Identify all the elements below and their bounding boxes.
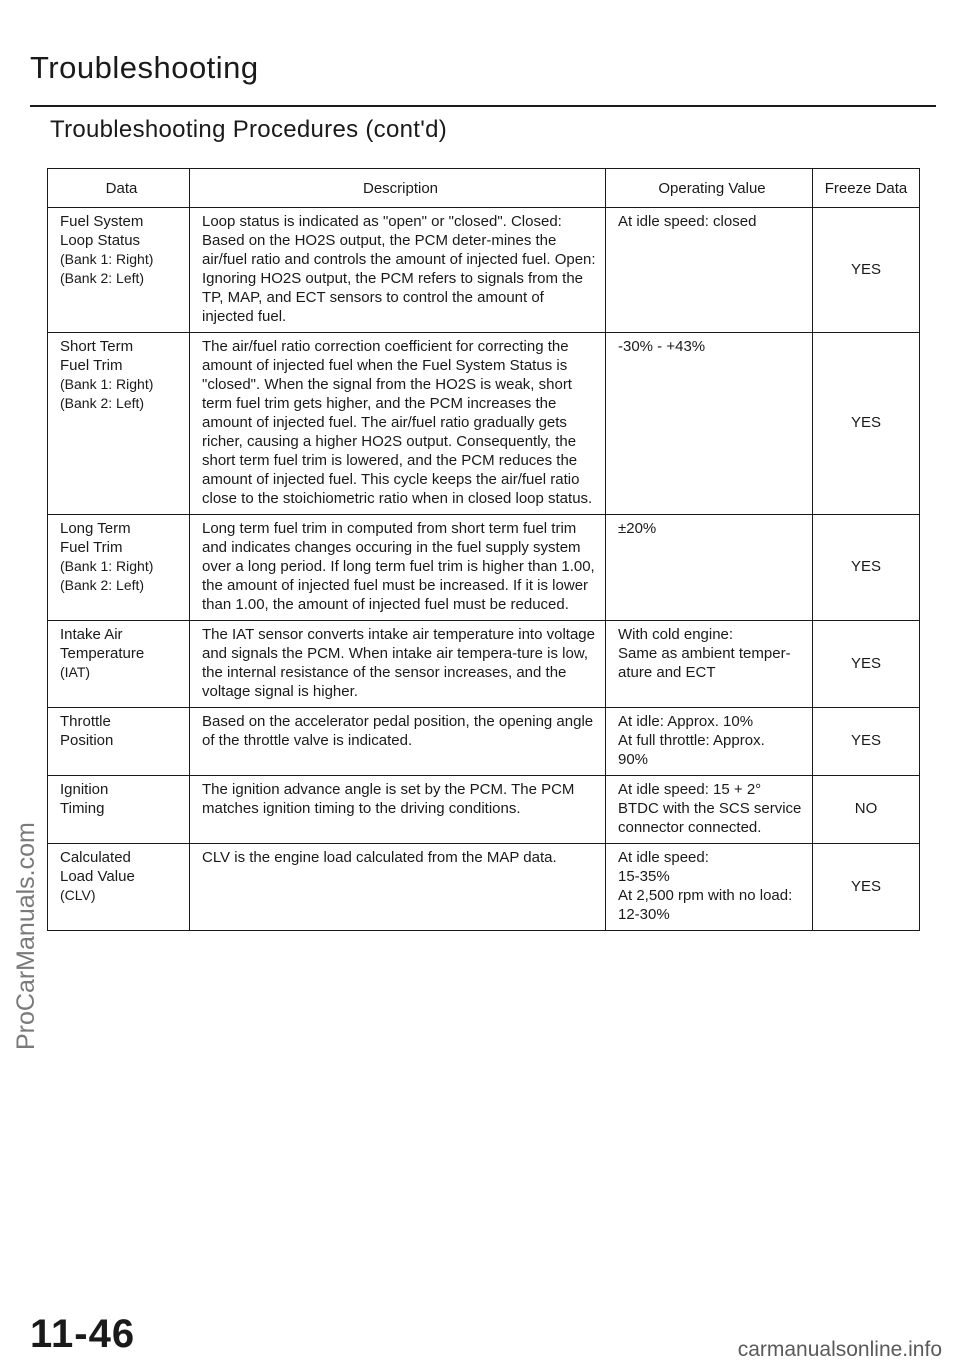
- data-line: Temperature: [60, 645, 145, 662]
- data-line: (Bank 2: Left): [60, 395, 145, 411]
- freeze-data-cell: YES: [813, 333, 920, 515]
- operating-value-cell: [606, 708, 813, 776]
- operating-value-line: At 2,500 rpm with no load:: [618, 887, 793, 904]
- operating-value-line: At idle speed:: [618, 849, 709, 866]
- operating-value-line: At idle speed: closed: [618, 213, 757, 230]
- data-table: [47, 168, 920, 931]
- table-row: [48, 515, 920, 621]
- operating-value-cell: [606, 844, 813, 931]
- operating-value-line: Same as ambient temper-: [618, 645, 791, 662]
- freeze-data-cell: YES: [813, 208, 920, 333]
- data-line: Loop Status: [60, 232, 141, 249]
- data-line: Short Term: [60, 338, 134, 355]
- operating-value-line: -30% - +43%: [618, 338, 706, 355]
- data-line: Throttle: [60, 713, 111, 730]
- freeze-data-cell: NO: [813, 776, 920, 844]
- description-cell: The ignition advance angle is set by the PCM. The PCM matches ignition timing to the driving conditions.: [190, 776, 606, 844]
- operating-value-line: At idle speed: 15 + 2°: [618, 781, 762, 798]
- description-cell: Based on the accelerator pedal position, the opening angle of the throttle valve is indicated.: [190, 708, 606, 776]
- header-data: Data: [48, 169, 190, 208]
- freeze-data-cell: YES: [813, 844, 920, 931]
- operating-value-line: 12-30%: [618, 906, 670, 923]
- description-cell: CLV is the engine load calculated from the MAP data.: [190, 844, 606, 931]
- data-cell: [48, 621, 190, 708]
- description-cell: Loop status is indicated as "open" or "closed". Closed: Based on the HO2S output, the PCM deter-mines the air/fuel ratio and controls the amount of injected fuel. Open: Ignoring HO2S output, the PCM refers to signals from the TP, MAP, and ECT sensors to control the amount of injected fuel.: [190, 208, 606, 333]
- operating-value-line: 15-35%: [618, 868, 670, 885]
- operating-value-line: ature and ECT: [618, 664, 716, 681]
- data-line: (IAT): [60, 664, 91, 680]
- data-line: Intake Air: [60, 626, 123, 643]
- data-line: Load Value: [60, 868, 135, 885]
- data-cell: [48, 708, 190, 776]
- footer-url: carmanualsonline.info: [737, 1338, 942, 1361]
- data-line: Fuel System: [60, 213, 144, 230]
- data-line: Ignition: [60, 781, 109, 798]
- operating-value-cell: [606, 776, 813, 844]
- freeze-data-cell: YES: [813, 515, 920, 621]
- title-rule: [30, 105, 936, 107]
- table-row: [48, 844, 920, 931]
- operating-value-line: ±20%: [618, 520, 657, 537]
- table-row: [48, 708, 920, 776]
- sub-title: Troubleshooting Procedures (cont'd): [50, 116, 448, 143]
- operating-value-line: connector connected.: [618, 819, 762, 836]
- description-cell: Long term fuel trim in computed from short term fuel trim and indicates changes occuring in the fuel supply system over a long period. If long term fuel trim is higher than 1.00, the amount of injected fuel must be increased. If it is lower than 1.00, the amount of injected fuel must be reduced.: [190, 515, 606, 621]
- data-line: (CLV): [60, 887, 96, 903]
- description-cell: The IAT sensor converts intake air temperature into voltage and signals the PCM. When intake air tempera-ture is low, the internal resistance of the sensor increases, and the voltage signal is higher.: [190, 621, 606, 708]
- data-line: Fuel Trim: [60, 539, 123, 556]
- data-cell: [48, 844, 190, 931]
- data-line: (Bank 2: Left): [60, 577, 145, 593]
- freeze-data-cell: YES: [813, 708, 920, 776]
- operating-value-cell: [606, 621, 813, 708]
- data-line: Long Term: [60, 520, 131, 537]
- operating-value-cell: [606, 515, 813, 621]
- data-line: (Bank 2: Left): [60, 270, 145, 286]
- data-line: (Bank 1: Right): [60, 558, 154, 574]
- description-cell: The air/fuel ratio correction coefficient for correcting the amount of injected fuel when the Fuel System Status is "closed". When the signal from the HO2S is weak, short term fuel trim gets higher, and the PCM increases the amount of injected fuel. The air/fuel ratio gradually gets richer, causing a higher HO2S output. Consequently, the short term fuel trim is lowered, and the PCM reduces the amount of injected fuel. This cycle keeps the air/fuel ratio close to the stoichiometric ratio when in closed loop status.: [190, 333, 606, 515]
- header-freeze-data: Freeze Data: [813, 169, 920, 208]
- header-operating-value: Operating Value: [606, 169, 813, 208]
- table-row: [48, 208, 920, 333]
- operating-value-line: 90%: [618, 751, 649, 768]
- data-cell: [48, 515, 190, 621]
- data-line: Calculated: [60, 849, 131, 866]
- operating-value-cell: [606, 208, 813, 333]
- table-row: [48, 621, 920, 708]
- section-title: Troubleshooting: [30, 50, 259, 85]
- table-row: [48, 333, 920, 515]
- data-line: (Bank 1: Right): [60, 376, 154, 392]
- data-line: Timing: [60, 800, 105, 817]
- data-cell: [48, 208, 190, 333]
- header-description: Description: [190, 169, 606, 208]
- operating-value-line: With cold engine:: [618, 626, 734, 643]
- table-header-row: [48, 169, 920, 208]
- data-line: (Bank 1: Right): [60, 251, 154, 267]
- operating-value-line: At full throttle: Approx.: [618, 732, 765, 749]
- freeze-data-cell: YES: [813, 621, 920, 708]
- data-line: Fuel Trim: [60, 357, 123, 374]
- data-cell: [48, 776, 190, 844]
- operating-value-line: At idle: Approx. 10%: [618, 713, 754, 730]
- table-row: [48, 776, 920, 844]
- data-cell: [48, 333, 190, 515]
- watermark: ProCarManuals.com: [12, 822, 40, 1050]
- page-number: 11-46: [30, 1312, 136, 1356]
- data-line: Position: [60, 732, 114, 749]
- operating-value-line: BTDC with the SCS service: [618, 800, 802, 817]
- operating-value-cell: [606, 333, 813, 515]
